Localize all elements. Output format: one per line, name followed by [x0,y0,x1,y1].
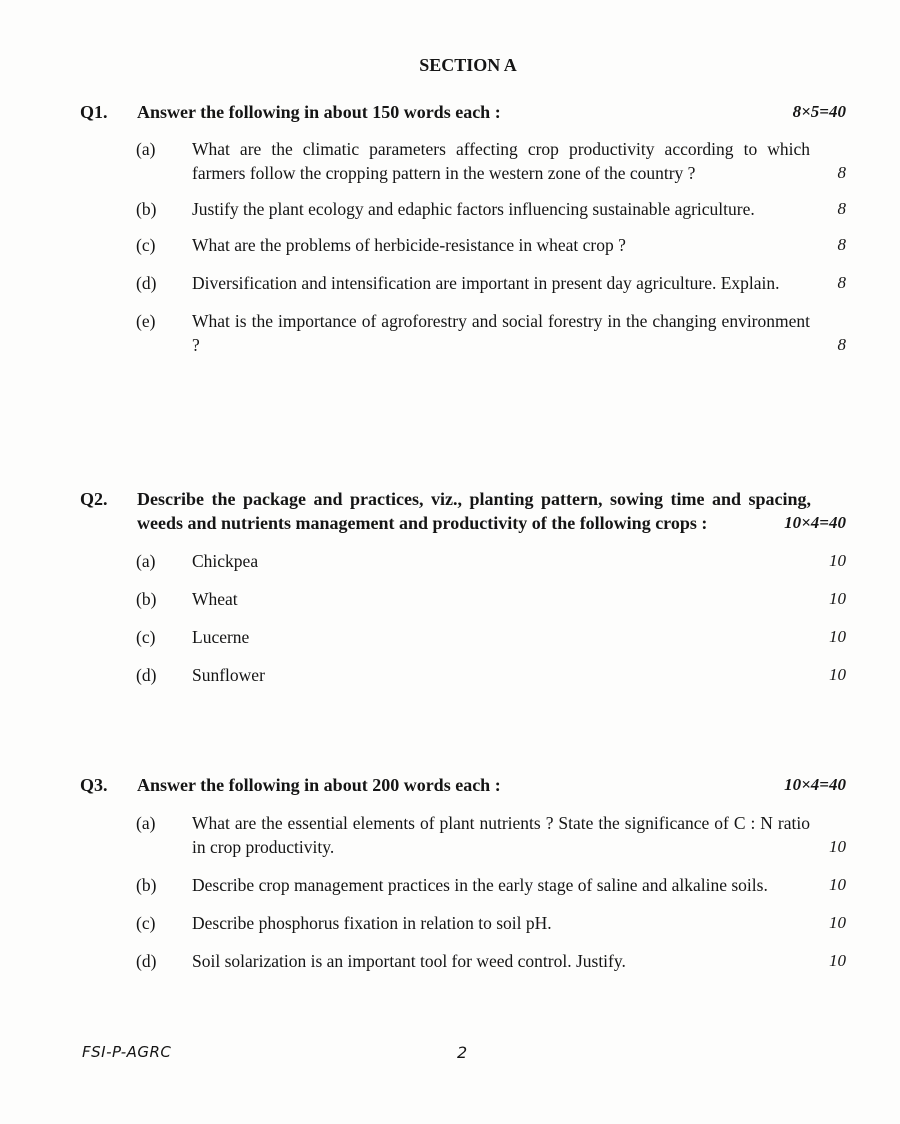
question-part [80,309,846,357]
question-number: Q3. [80,775,108,795]
part-label: (c) [136,235,156,255]
part-text: Describe phosphorus fixation in relation to soil pH. [192,913,552,933]
question-part [80,811,846,859]
question-marks: 10×4=40 [784,775,846,794]
question-text: Answer the following in about 200 words each : [137,775,501,795]
question-1 [80,100,846,357]
part-label: (a) [136,813,156,833]
question-marks: 10×4=40 [784,513,846,532]
part-label: (b) [136,875,157,895]
part-label: (c) [136,627,156,647]
question-marks: 8×5=40 [792,102,846,121]
question-part [80,663,846,687]
part-label: (d) [136,951,157,971]
section-title: SECTION A [419,55,517,75]
part-marks: 10 [829,589,846,608]
part-text: Lucerne [192,627,250,647]
question-part [80,549,846,573]
part-text: Justify the plant ecology and edaphic factors influencing sustainable agriculture. [192,199,755,219]
question-part [80,197,846,221]
part-label: (a) [136,139,156,159]
part-label: (a) [136,551,156,571]
page-number: 2 [457,1043,468,1062]
question-part [80,625,846,649]
part-marks: 8 [837,335,846,354]
part-label: (b) [136,199,157,219]
question-part [80,911,846,935]
part-marks: 8 [837,199,846,218]
part-text: What are the climatic parameters affecting crop productivity according to which farmers follow the cropping pattern in the western zone of the country ? [192,139,810,183]
question-part [80,271,846,295]
part-text: What is the importance of agroforestry and social forestry in the changing environment ? [192,311,810,355]
part-text: Wheat [192,589,238,609]
part-marks: 10 [829,551,846,570]
question-part [80,587,846,611]
part-marks: 10 [829,665,846,684]
question-number: Q1. [80,102,108,122]
part-marks: 10 [829,951,846,970]
question-text: Answer the following in about 150 words each : [137,102,501,122]
part-label: (d) [136,273,157,293]
part-label: (d) [136,665,157,685]
question-number: Q2. [80,489,108,509]
part-text: Diversification and intensification are important in present day agriculture. Explain. [192,273,780,293]
question-part [80,949,846,973]
question-2 [80,487,846,687]
part-marks: 10 [829,837,846,856]
question-text: Describe the package and practices, viz., planting pattern, sowing time and spacing, weeds and nutrients management and productivity of the following crops : [137,489,811,533]
question-part [80,873,846,897]
part-text: What are the problems of herbicide-resistance in wheat crop ? [192,235,626,255]
part-marks: 10 [829,627,846,646]
part-label: (e) [136,311,156,331]
question-3-header [80,773,846,797]
question-part [80,233,846,257]
part-marks: 10 [829,875,846,894]
part-text: Describe crop management practices in the early stage of saline and alkaline soils. [192,875,768,895]
paper-code: FSI-P-AGRC [82,1043,172,1061]
part-text: Soil solarization is an important tool for weed control. Justify. [192,951,626,971]
question-part [80,137,846,185]
part-text: Chickpea [192,551,259,571]
part-text: What are the essential elements of plant nutrients ? State the significance of C : N ratio in crop productivity. [192,813,810,857]
question-2-header [80,487,846,535]
part-marks: 8 [837,273,846,292]
part-marks: 10 [829,913,846,932]
question-3 [80,773,846,973]
part-label: (b) [136,589,157,609]
part-label: (c) [136,913,156,933]
part-marks: 8 [837,163,846,182]
question-1-header [80,100,846,124]
part-text: Sunflower [192,665,265,685]
part-marks: 8 [837,235,846,254]
